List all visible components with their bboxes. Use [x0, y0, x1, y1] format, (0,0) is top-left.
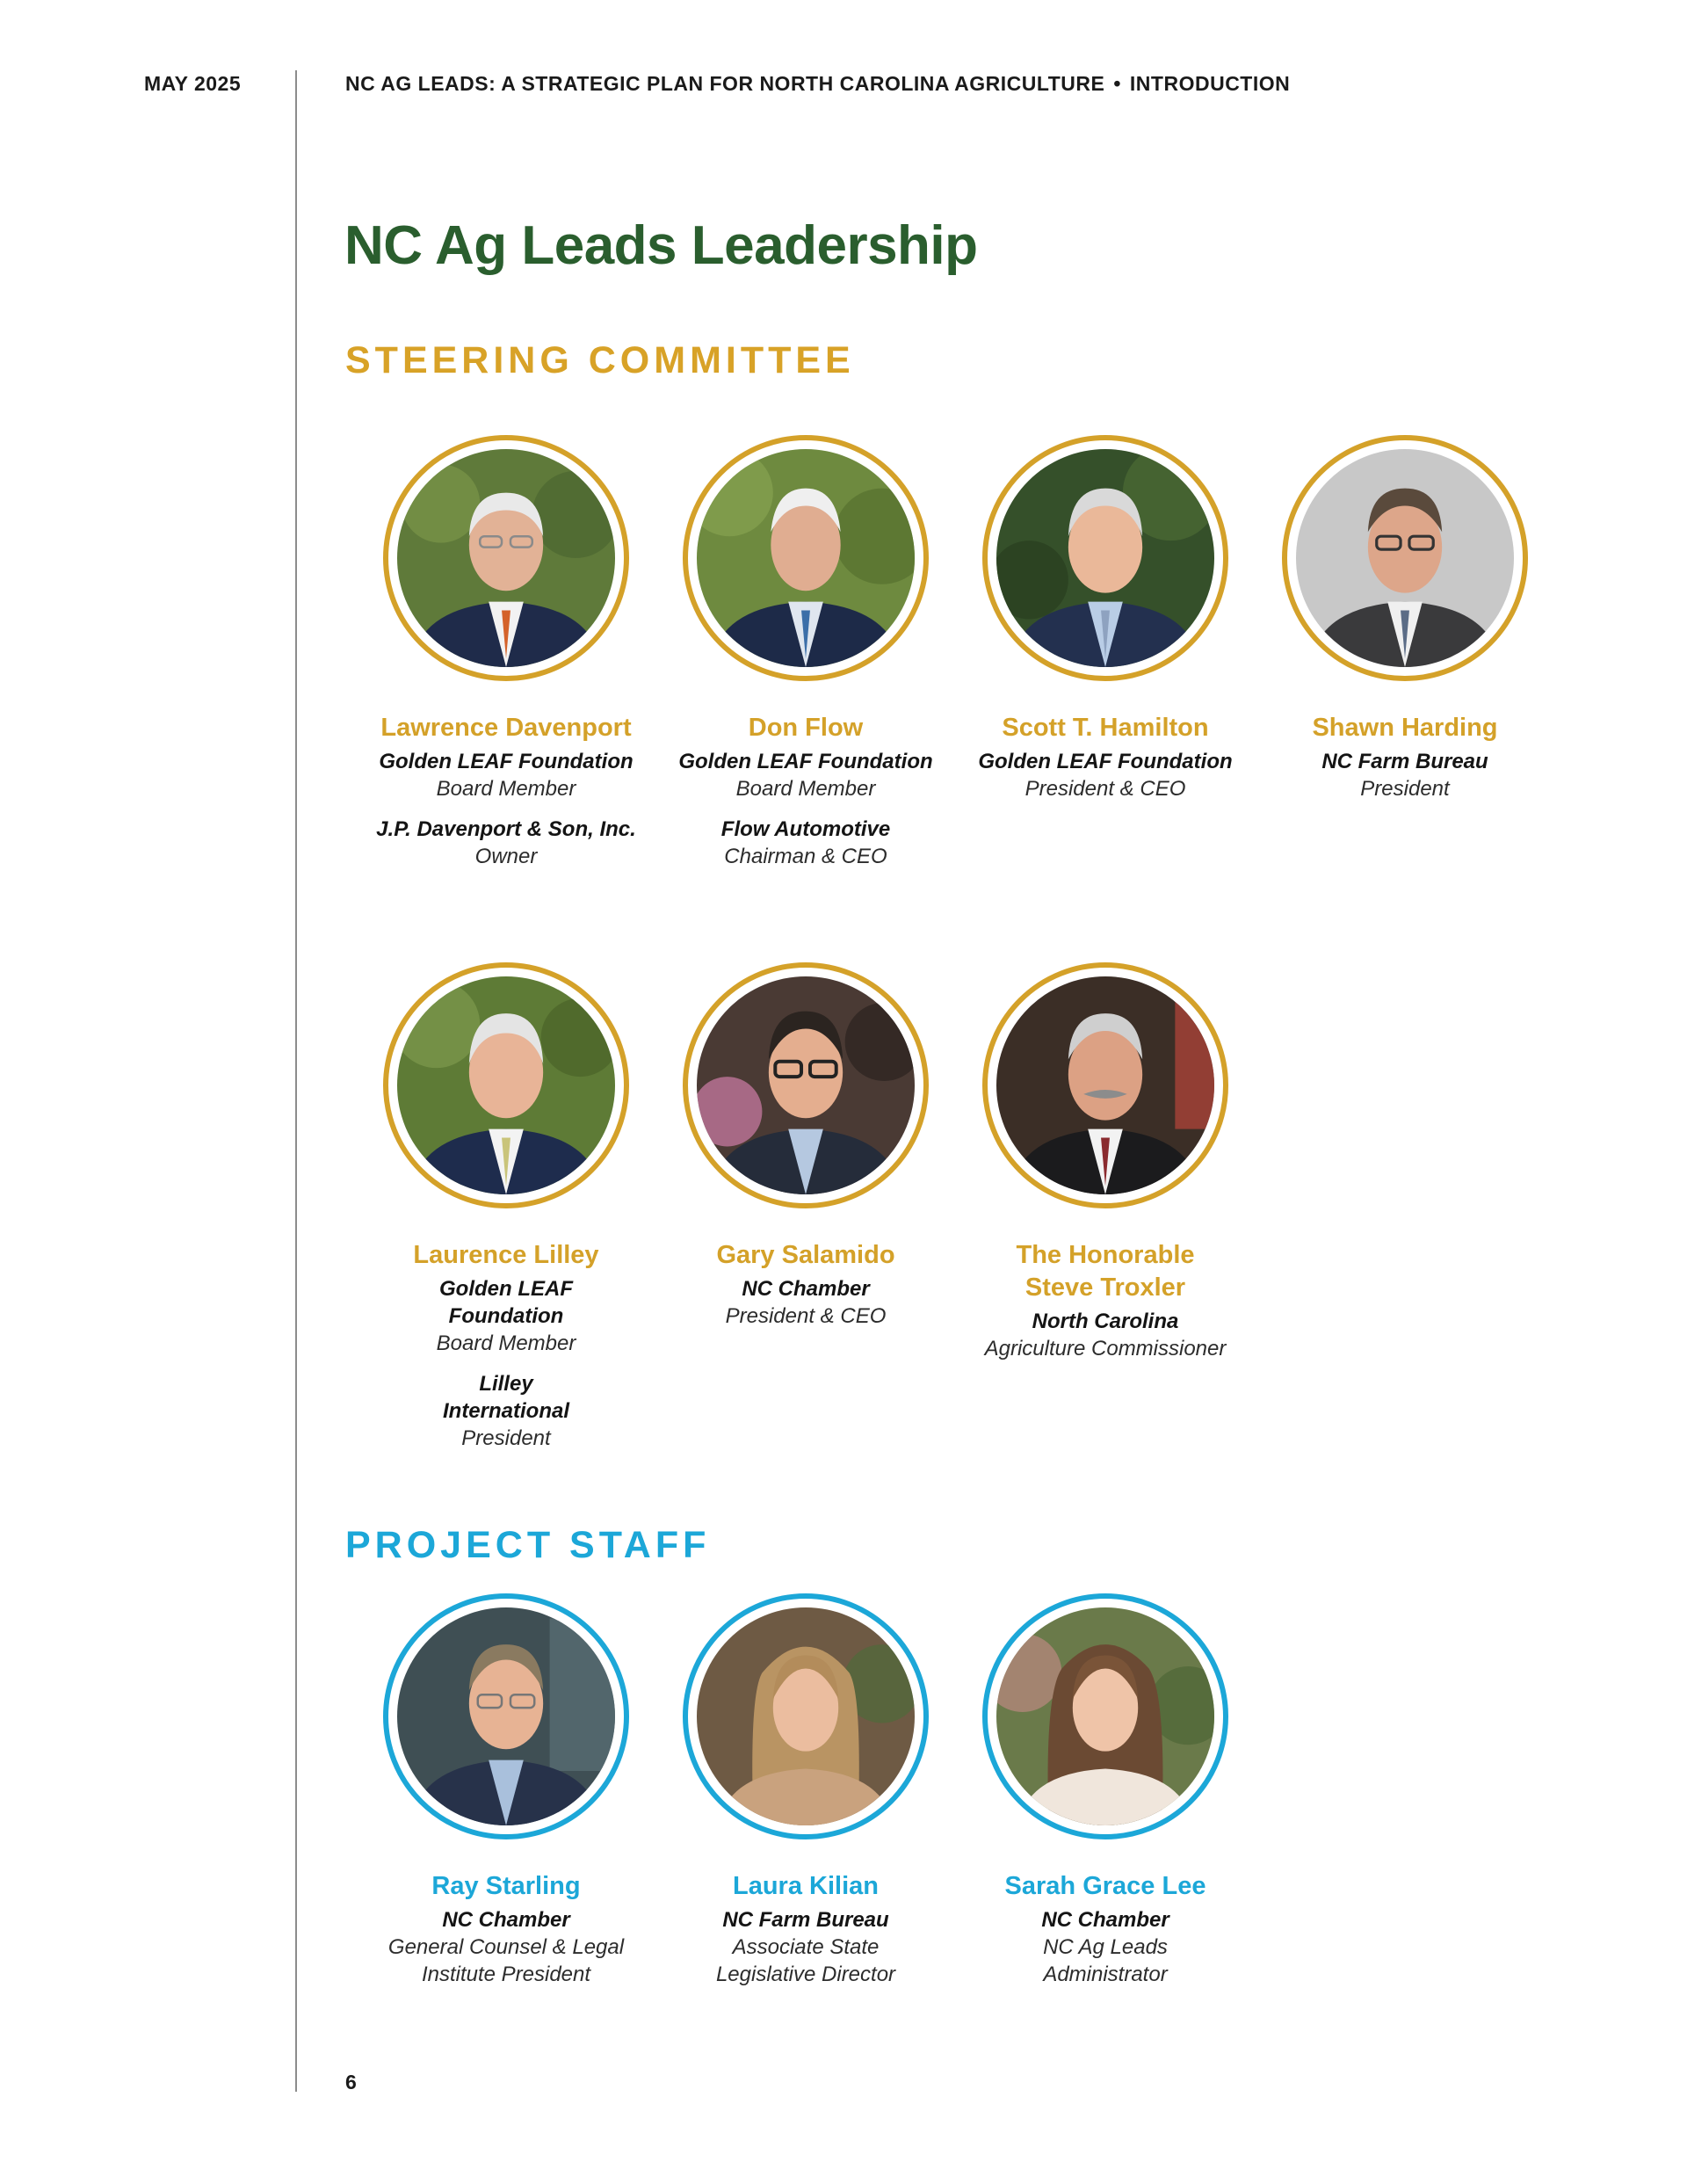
portrait-shawn-harding: [1282, 435, 1528, 681]
member-name: Shawn Harding: [1312, 714, 1498, 742]
portrait-laurence-lilley: [383, 962, 629, 1208]
staff-role: Associate State Legislative Director: [715, 1935, 896, 1986]
member-name: Don Flow: [748, 714, 864, 742]
portrait-scott-hamilton: [982, 435, 1228, 681]
staff-card-sarah-grace-lee: [956, 1870, 1255, 1988]
portrait-lawrence-davenport: [383, 435, 629, 681]
running-section: INTRODUCTION: [1129, 72, 1291, 95]
member-role: President: [461, 1426, 551, 1450]
member-org: North Carolina: [1032, 1310, 1179, 1333]
member-org: Flow Automotive: [720, 817, 891, 841]
headshot-photo: [697, 976, 915, 1194]
member-org: NC Chamber: [742, 1277, 870, 1301]
member-org: Golden LEAF Foundation: [978, 750, 1233, 773]
member-card-shawn-harding: [1256, 712, 1554, 802]
headshot-photo: [1296, 449, 1514, 667]
headshot-photo: [397, 1607, 615, 1825]
member-card-scott-hamilton: [956, 712, 1255, 802]
headshot-photo: [996, 449, 1214, 667]
headshot-photo: [996, 976, 1214, 1194]
project-staff-heading: PROJECT STAFF: [345, 1524, 711, 1566]
headshot-photo: [397, 449, 615, 667]
staff-name: Sarah Grace Lee: [1004, 1872, 1206, 1900]
staff-role: General Counsel & Legal Institute President: [387, 1935, 625, 1986]
member-org: Lilley International: [442, 1372, 569, 1423]
member-org: Golden LEAF Foundation: [678, 750, 933, 773]
header-separator: •: [1113, 72, 1121, 95]
headshot-photo: [697, 449, 915, 667]
running-header: [345, 72, 1290, 96]
issue-date: MAY 2025: [144, 72, 242, 95]
staff-card-ray-starling: [357, 1870, 655, 1988]
headshot-photo: [697, 1607, 915, 1825]
page-number: 6: [345, 2071, 357, 2093]
member-card-laurence-lilley: [357, 1239, 655, 1452]
member-role: Agriculture Commissioner: [984, 1337, 1227, 1360]
member-org: Golden LEAF Foundation: [379, 750, 634, 773]
headshot-photo: [996, 1607, 1214, 1825]
staff-role: NC Ag Leads Administrator: [1043, 1935, 1168, 1986]
member-name: Gary Salamido: [716, 1241, 895, 1269]
margin-rule: [295, 70, 297, 2092]
portrait-ray-starling: [383, 1593, 629, 1839]
headshot-photo: [397, 976, 615, 1194]
member-card-gary-salamido: [656, 1239, 955, 1330]
member-role: Board Member: [735, 777, 876, 801]
staff-name: Laura Kilian: [733, 1872, 879, 1900]
staff-org: NC Farm Bureau: [722, 1908, 889, 1932]
portrait-steve-troxler: [982, 962, 1228, 1208]
member-name: The Honorable Steve Troxler: [1016, 1241, 1195, 1302]
member-org: Golden LEAF Foundation: [439, 1277, 573, 1328]
running-title: NC AG LEADS: A STRATEGIC PLAN FOR NORTH CAROLINA AGRICULTURE: [345, 72, 1105, 95]
member-card-steve-troxler: [956, 1239, 1255, 1362]
staff-org: NC Chamber: [442, 1908, 570, 1932]
member-role: Board Member: [436, 1331, 576, 1355]
member-name: Laurence Lilley: [413, 1241, 599, 1269]
member-role: President & CEO: [725, 1304, 887, 1328]
staff-card-laura-kilian: [656, 1870, 955, 1988]
staff-org: NC Chamber: [1041, 1908, 1169, 1932]
member-role: Chairman & CEO: [724, 845, 887, 868]
portrait-gary-salamido: [683, 962, 929, 1208]
page-title: NC Ag Leads Leadership: [344, 215, 978, 276]
steering-committee-heading: STEERING COMMITTEE: [345, 339, 855, 381]
member-card-lawrence-davenport: [357, 712, 655, 870]
portrait-sarah-grace-lee: [982, 1593, 1228, 1839]
member-card-don-flow: [656, 712, 955, 870]
member-role: President & CEO: [1025, 777, 1186, 801]
member-role: President: [1360, 777, 1450, 801]
member-org: J.P. Davenport & Son, Inc.: [376, 817, 636, 841]
staff-name: Ray Starling: [431, 1872, 581, 1900]
member-name: Lawrence Davenport: [380, 714, 632, 742]
member-name: Scott T. Hamilton: [1002, 714, 1209, 742]
member-role: Owner: [474, 845, 538, 868]
member-role: Board Member: [436, 777, 576, 801]
member-org: NC Farm Bureau: [1321, 750, 1488, 773]
portrait-laura-kilian: [683, 1593, 929, 1839]
portrait-don-flow: [683, 435, 929, 681]
